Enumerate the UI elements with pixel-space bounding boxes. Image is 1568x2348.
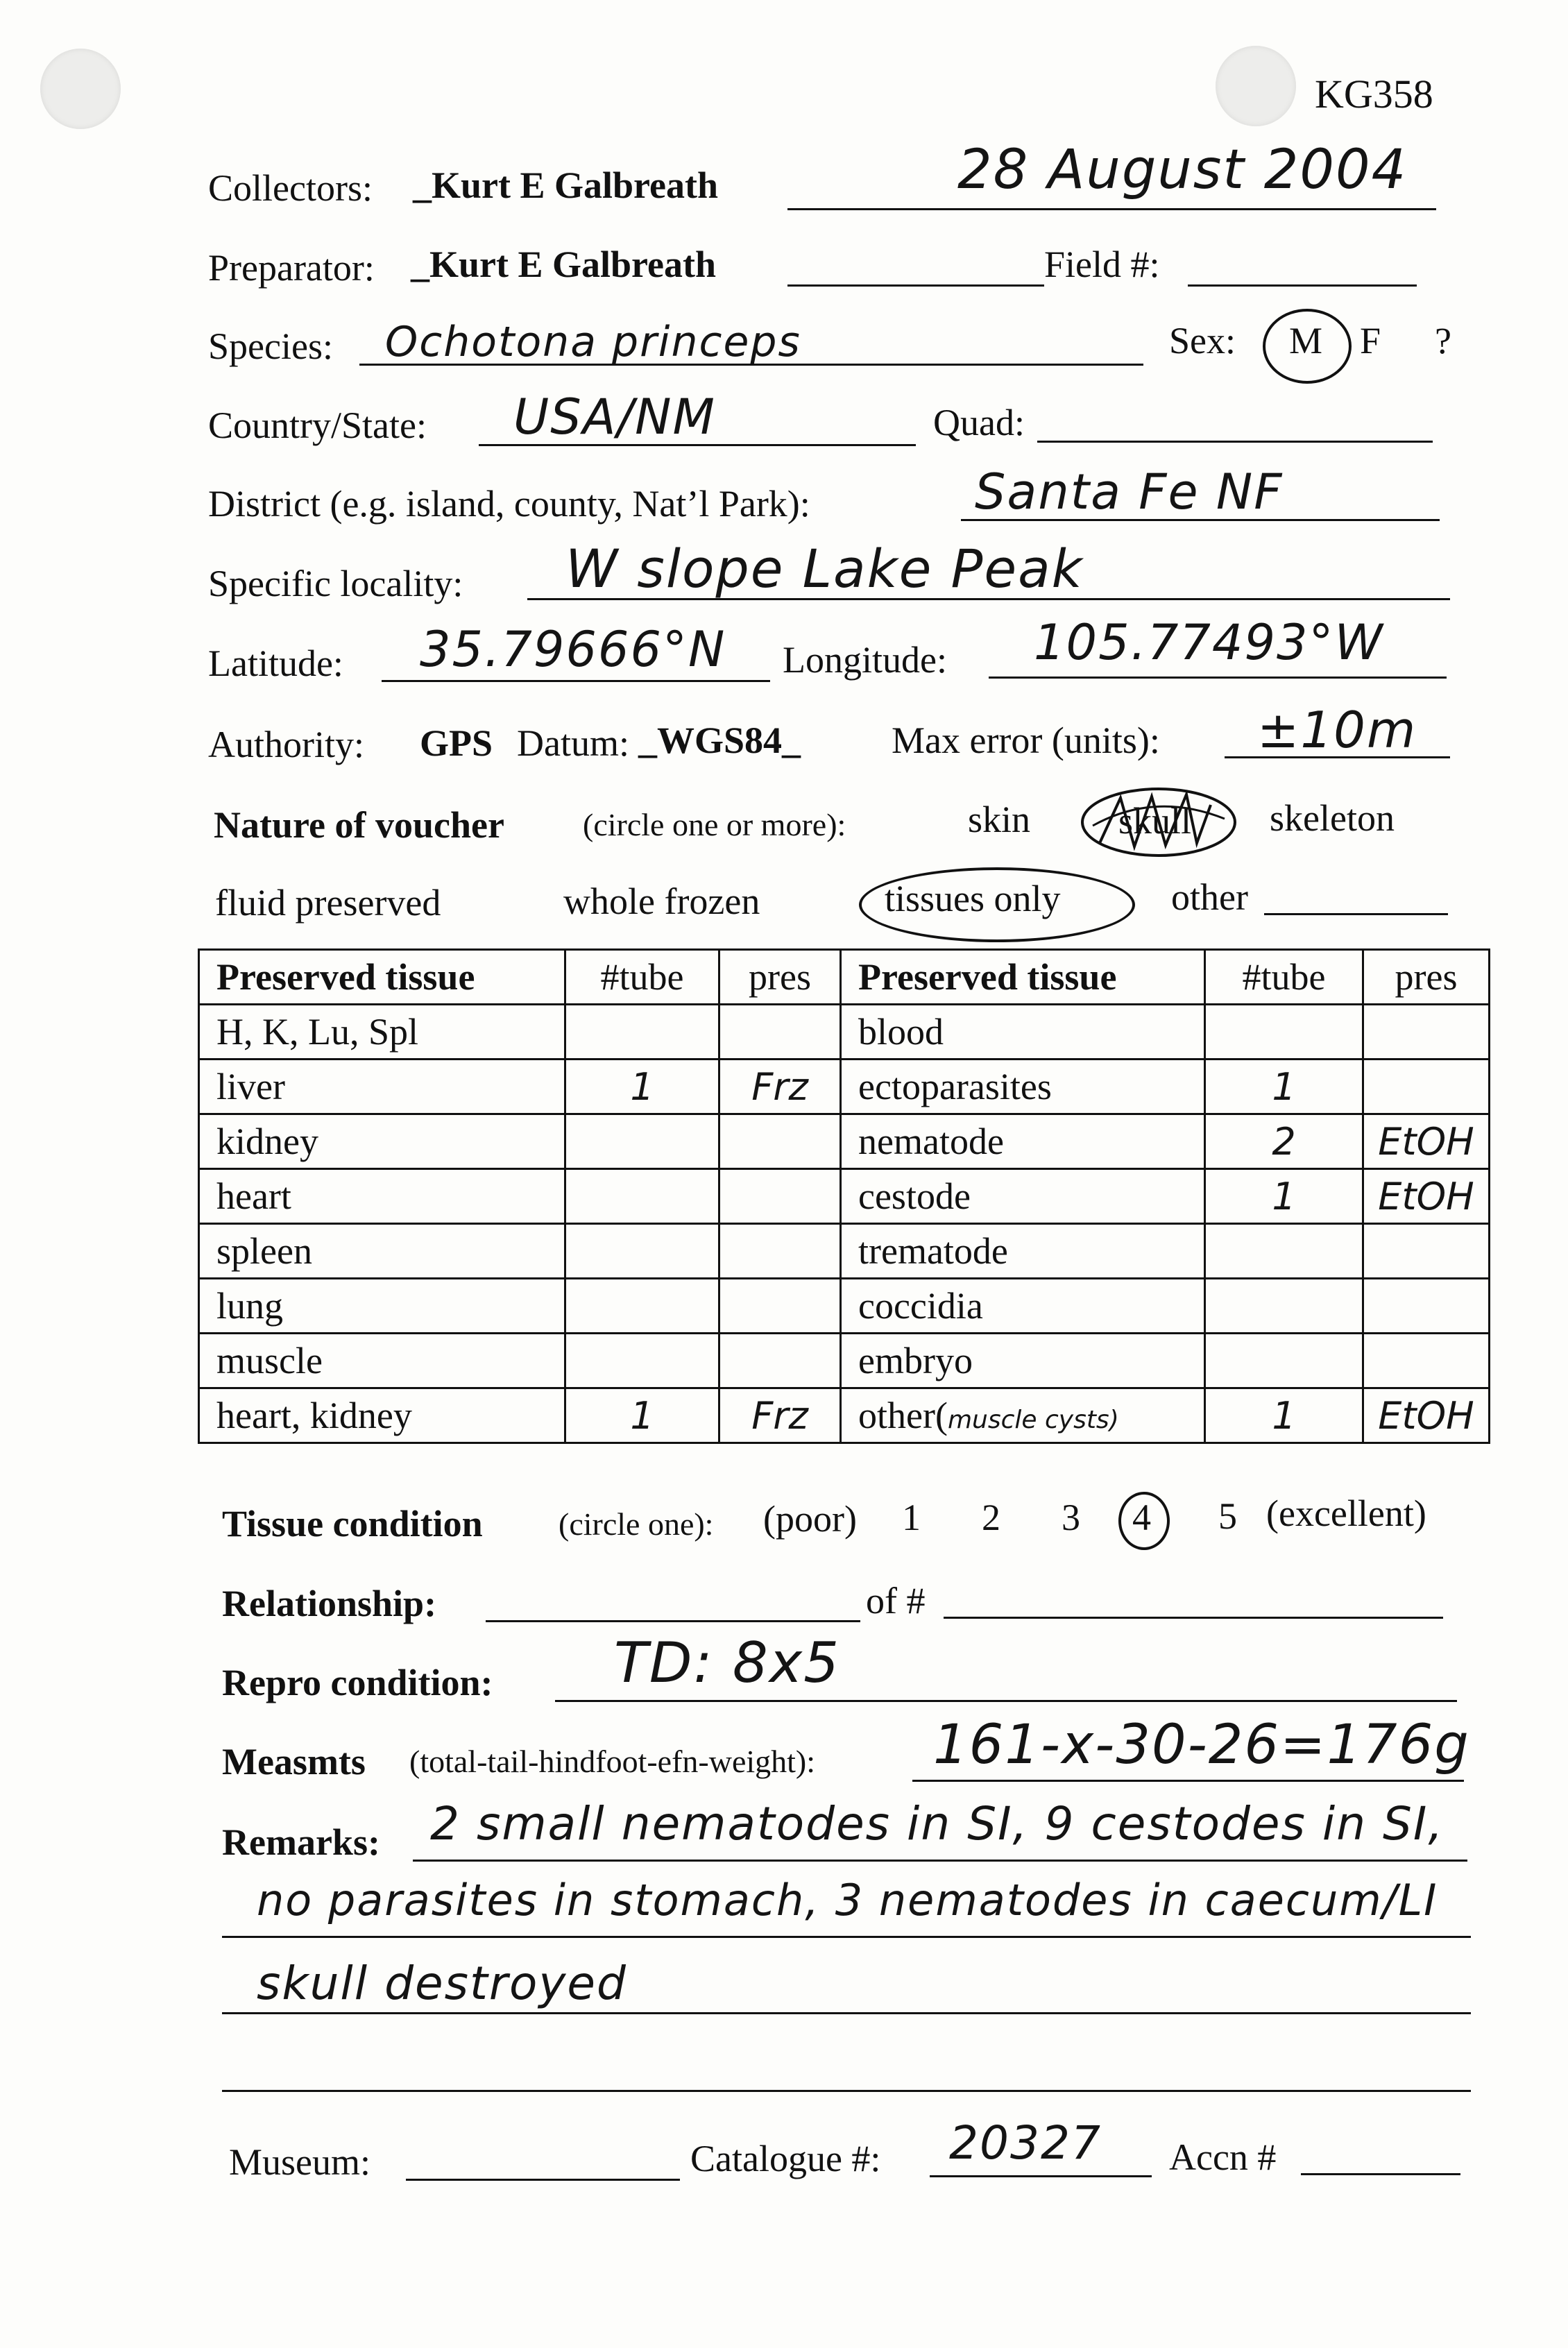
collectors-value[interactable]: _Kurt E Galbreath (413, 164, 719, 206)
accn-label: Accn # (1169, 2136, 1277, 2178)
voucher-other[interactable]: other (1171, 876, 1248, 918)
pres-method[interactable] (719, 1169, 841, 1224)
pres-method[interactable] (1363, 1060, 1490, 1114)
datum-label: Datum: (517, 722, 629, 764)
country-value[interactable]: USA/NM (513, 389, 716, 445)
repro-value[interactable]: TD: 8x5 (614, 1631, 840, 1695)
tube-count[interactable] (565, 1169, 719, 1224)
tissue-name: cestode (841, 1169, 1205, 1224)
pres-method[interactable] (1363, 1334, 1490, 1388)
relationship-line[interactable] (486, 1620, 860, 1622)
museum-label: Museum: (229, 2141, 371, 2183)
pres-method[interactable]: EtOH (1363, 1114, 1490, 1169)
tissue-name: kidney (199, 1114, 565, 1169)
tissue-name: nematode (841, 1114, 1205, 1169)
voucher-frozen[interactable]: whole frozen (563, 880, 760, 922)
tube-count[interactable]: 1 (565, 1060, 719, 1114)
table-row (199, 1224, 1490, 1279)
voucher-skin[interactable]: skin (968, 799, 1031, 840)
table-row (199, 1388, 1490, 1443)
voucher-label: Nature of voucher (214, 804, 504, 846)
condition-poor: (poor) (763, 1498, 857, 1540)
tube-count[interactable] (565, 1114, 719, 1169)
voucher-note: (circle one or more): (583, 807, 846, 842)
table-header-row (199, 950, 1490, 1005)
field-number-label: Field #: (1044, 244, 1160, 285)
header-tube-2: #tube (1205, 950, 1363, 1005)
tube-count[interactable]: 1 (1205, 1060, 1363, 1114)
tube-count[interactable]: 2 (1205, 1114, 1363, 1169)
authority-label: Authority: (208, 724, 364, 765)
tube-count[interactable] (1205, 1334, 1363, 1388)
measurements-line (912, 1780, 1464, 1782)
card-id: KG358 (1315, 71, 1433, 117)
header-pres-2: pres (1363, 950, 1490, 1005)
locality-value[interactable]: W slope Lake Peak (565, 538, 1084, 599)
district-value[interactable]: Santa Fe NF (975, 463, 1284, 520)
remarks-line-1 (413, 1860, 1467, 1862)
repro-label: Repro condition: (222, 1662, 493, 1703)
table-row (199, 1060, 1490, 1114)
header-pres-1: pres (719, 950, 841, 1005)
condition-1[interactable]: 1 (902, 1497, 921, 1538)
catalogue-line (930, 2175, 1152, 2177)
tissue-name: spleen (199, 1224, 565, 1279)
tube-count[interactable] (565, 1279, 719, 1334)
pres-method[interactable] (719, 1114, 841, 1169)
district-label: District (e.g. island, county, Nat’l Park): (208, 483, 810, 525)
pres-method[interactable]: EtOH (1363, 1388, 1490, 1443)
collection-date[interactable]: 28 August 2004 (957, 139, 1408, 201)
datum-value[interactable]: _WGS84_ (638, 720, 801, 761)
museum-line[interactable] (406, 2179, 680, 2181)
condition-selected-circle (1118, 1492, 1170, 1550)
repro-line (555, 1700, 1457, 1702)
tube-count[interactable] (1205, 1005, 1363, 1060)
measurements-note: (total-tail-hindfoot-efn-weight): (409, 1744, 816, 1779)
tube-count[interactable] (1205, 1224, 1363, 1279)
accn-line[interactable] (1301, 2173, 1460, 2175)
table-row (199, 1114, 1490, 1169)
table-row (199, 1334, 1490, 1388)
measurements-label: Measmts (222, 1741, 366, 1783)
tissue-name: liver (199, 1060, 565, 1114)
pres-method[interactable] (1363, 1279, 1490, 1334)
condition-label: Tissue condition (222, 1503, 483, 1545)
relationship-label: Relationship: (222, 1583, 437, 1624)
tube-count[interactable] (565, 1224, 719, 1279)
header-tissue-2: Preserved tissue (841, 950, 1205, 1005)
tissue-name: embryo (841, 1334, 1205, 1388)
other-tissue-label: other( (858, 1395, 948, 1436)
relationship-of-label: of # (866, 1580, 926, 1622)
sex-option-unknown[interactable]: ? (1435, 320, 1451, 361)
tissue-name: H, K, Lu, Spl (199, 1005, 565, 1060)
table-row (199, 1169, 1490, 1224)
catalogue-label: Catalogue #: (690, 2138, 881, 2179)
longitude-value[interactable]: 105.77493°W (1034, 614, 1384, 671)
remarks-text-3[interactable]: skull destroyed (257, 1957, 627, 2010)
sex-label: Sex: (1169, 320, 1236, 361)
condition-excellent: (excellent) (1266, 1492, 1426, 1534)
table-row (199, 1279, 1490, 1334)
tissue-name: ectoparasites (841, 1060, 1205, 1114)
collectors-label: Collectors: (208, 167, 373, 209)
voucher-skull[interactable]: skull (1118, 800, 1192, 842)
remarks-text-2[interactable]: no parasites in stomach, 3 nematodes in caecum/LI (257, 1875, 1438, 1925)
pres-method[interactable]: EtOH (1363, 1169, 1490, 1224)
condition-4[interactable]: 4 (1132, 1497, 1151, 1538)
preparator-label: Preparator: (208, 247, 375, 289)
remarks-text-1[interactable]: 2 small nematodes in SI, 9 cestodes in SI, (430, 1797, 1445, 1851)
tube-count[interactable] (565, 1005, 719, 1060)
sex-option-f[interactable]: F (1360, 320, 1381, 361)
max-error-value[interactable]: ±10m (1257, 701, 1417, 759)
voucher-skeleton[interactable]: skeleton (1270, 797, 1395, 839)
tube-count[interactable]: 1 (565, 1388, 719, 1443)
locality-label: Specific locality: (208, 563, 463, 604)
latitude-label: Latitude: (208, 643, 343, 684)
authority-gps[interactable]: GPS (420, 722, 493, 764)
remarks-line-4 (222, 2090, 1471, 2092)
header-tissue-1: Preserved tissue (199, 950, 565, 1005)
tube-count[interactable] (565, 1334, 719, 1388)
punch-hole-left (40, 49, 121, 129)
country-label: Country/State: (208, 405, 427, 446)
sex-selected-circle (1263, 309, 1352, 384)
tube-count[interactable] (1205, 1279, 1363, 1334)
latitude-value[interactable]: 35.79666°N (420, 621, 726, 678)
remarks-line-3 (222, 2012, 1471, 2014)
preparator-line (787, 284, 1044, 287)
quad-line[interactable] (1037, 441, 1433, 443)
condition-note: (circle one): (559, 1506, 714, 1542)
field-number-line[interactable] (1188, 284, 1417, 287)
species-value[interactable]: Ochotona princeps (385, 318, 801, 366)
voucher-fluid[interactable]: fluid preserved (215, 882, 441, 924)
longitude-label: Longitude: (783, 639, 947, 681)
condition-3[interactable]: 3 (1062, 1497, 1080, 1538)
pres-method[interactable] (1363, 1224, 1490, 1279)
catalogue-value[interactable]: 20327 (949, 2116, 1102, 2170)
pres-method[interactable] (719, 1279, 841, 1334)
max-error-label: Max error (units): (892, 720, 1160, 761)
tissue-name: coccidia (841, 1279, 1205, 1334)
tissue-name: trematode (841, 1224, 1205, 1279)
relationship-of-line[interactable] (944, 1617, 1443, 1619)
pres-method[interactable] (719, 1334, 841, 1388)
header-tube-1: #tube (565, 950, 719, 1005)
punch-hole-right (1216, 46, 1296, 126)
voucher-tissues[interactable]: tissues only (885, 878, 1061, 919)
measurements-value[interactable]: 161-x-30-26=176g (933, 1714, 1470, 1776)
tube-count[interactable]: 1 (1205, 1169, 1363, 1224)
pres-method[interactable]: Frz (719, 1060, 841, 1114)
tissue-name: lung (199, 1279, 565, 1334)
species-label: Species: (208, 325, 333, 367)
quad-label: Quad: (933, 402, 1025, 443)
tissue-name: muscle (199, 1334, 565, 1388)
pres-method[interactable] (1363, 1005, 1490, 1060)
skull-scribble-mark (1072, 777, 1245, 874)
pres-method[interactable] (719, 1005, 841, 1060)
tissue-name: heart, kidney (199, 1388, 565, 1443)
tissue-name: blood (841, 1005, 1205, 1060)
latitude-line (382, 680, 770, 682)
other-tissue-value[interactable]: muscle cysts) (947, 1406, 1119, 1434)
remarks-label: Remarks: (222, 1821, 380, 1863)
collectors-line (787, 208, 1436, 210)
condition-2[interactable]: 2 (982, 1497, 1000, 1538)
tissue-table (198, 948, 1490, 1444)
sex-option-m[interactable]: M (1289, 320, 1323, 361)
tissue-name: heart (199, 1169, 565, 1224)
longitude-line (989, 677, 1447, 679)
pres-method[interactable] (719, 1224, 841, 1279)
table-row (199, 1005, 1490, 1060)
tissue-name-other[interactable] (841, 1388, 1205, 1443)
tube-count[interactable]: 1 (1205, 1388, 1363, 1443)
preparator-value[interactable]: _Kurt E Galbreath (411, 244, 717, 285)
tissues-circle (859, 867, 1135, 942)
condition-5[interactable]: 5 (1218, 1495, 1237, 1537)
pres-method[interactable]: Frz (719, 1388, 841, 1443)
voucher-other-line[interactable] (1264, 913, 1448, 915)
remarks-line-2 (222, 1936, 1471, 1938)
